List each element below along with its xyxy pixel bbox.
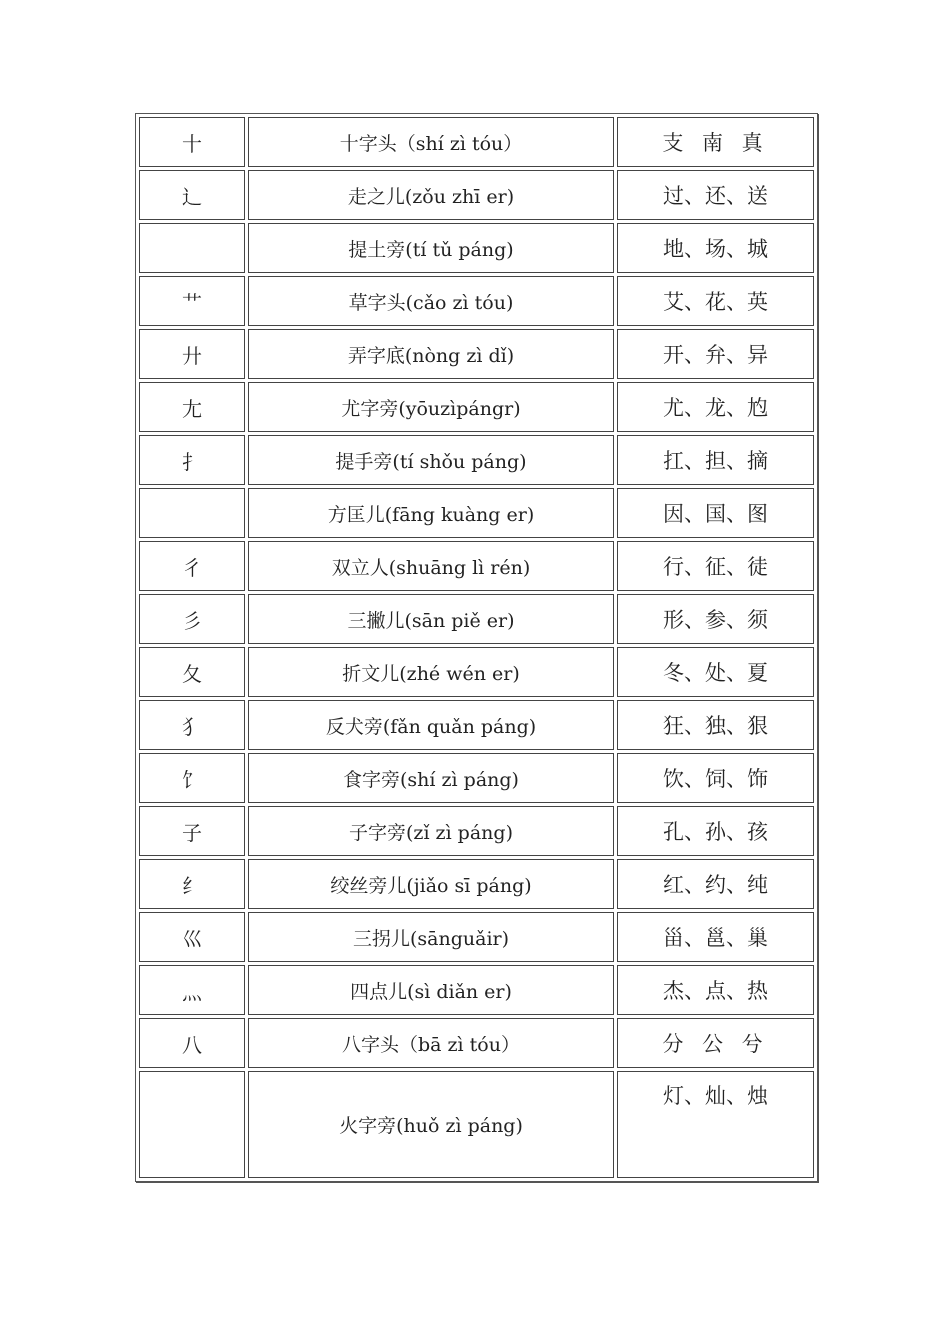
example-characters-cell: 地、场、城	[617, 223, 814, 273]
radical-name-cell: 草字头(cǎo zì tóu)	[248, 276, 614, 326]
example-characters-cell: 狂、独、狠	[617, 700, 814, 750]
table-row	[139, 965, 814, 1015]
radical-name-cell: 方匡儿(fāng kuàng er)	[248, 488, 614, 538]
radical-name-cell: 火字旁(huǒ zì páng)	[248, 1071, 614, 1178]
radical-cell: 十	[139, 117, 245, 167]
example-characters-cell: 分 公 兮	[617, 1018, 814, 1068]
example-characters-cell: 开、弁、异	[617, 329, 814, 379]
example-characters-cell: 过、还、送	[617, 170, 814, 220]
radical-cell: 子	[139, 806, 245, 856]
radical-cell: 夂	[139, 647, 245, 697]
example-characters-cell: 红、约、纯	[617, 859, 814, 909]
radical-name-cell: 十字头（shí zì tóu）	[248, 117, 614, 167]
table-row	[139, 329, 814, 379]
example-characters-cell: 孔、孙、孩	[617, 806, 814, 856]
radical-name-cell: 弄字底(nòng zì dǐ)	[248, 329, 614, 379]
table-row	[139, 1018, 814, 1068]
table-row	[139, 276, 814, 326]
radical-name-cell: 四点儿(sì diǎn er)	[248, 965, 614, 1015]
radical-cell: 廾	[139, 329, 245, 379]
radical-table	[135, 113, 818, 1182]
table-row	[139, 806, 814, 856]
table-row	[139, 382, 814, 432]
radical-name-cell: 反犬旁(fǎn quǎn páng)	[248, 700, 614, 750]
table-row	[139, 1071, 814, 1178]
radical-name-cell: 食字旁(shí zì páng)	[248, 753, 614, 803]
radical-cell: 辶	[139, 170, 245, 220]
radical-name-cell: 八字头（bā zì tóu）	[248, 1018, 614, 1068]
radical-name-cell: 双立人(shuāng lì rén)	[248, 541, 614, 591]
radical-cell	[139, 223, 245, 273]
table-row	[139, 488, 814, 538]
radical-cell: 彳	[139, 541, 245, 591]
radical-cell: 巛	[139, 912, 245, 962]
example-characters-cell: 饮、饲、饰	[617, 753, 814, 803]
radical-cell	[139, 1071, 245, 1178]
example-characters-cell: 灯、灿、烛	[617, 1071, 814, 1178]
table-row	[139, 753, 814, 803]
table-row	[139, 912, 814, 962]
radical-cell: 艹	[139, 276, 245, 326]
radical-name-cell: 折文儿(zhé wén er)	[248, 647, 614, 697]
radical-name-cell: 提手旁(tí shǒu páng)	[248, 435, 614, 485]
table-row	[139, 117, 814, 167]
radical-name-cell: 三撇儿(sān piě er)	[248, 594, 614, 644]
radical-name-cell: 尤字旁(yōuzìpángr)	[248, 382, 614, 432]
table-row	[139, 541, 814, 591]
table-row	[139, 594, 814, 644]
radical-cell: 饣	[139, 753, 245, 803]
example-characters-cell: 行、征、徒	[617, 541, 814, 591]
table-row	[139, 223, 814, 273]
table-row	[139, 170, 814, 220]
radical-name-cell: 绞丝旁儿(jiǎo sī páng)	[248, 859, 614, 909]
example-characters-cell: 因、国、图	[617, 488, 814, 538]
example-characters-cell: 支 南 真	[617, 117, 814, 167]
radical-cell: 八	[139, 1018, 245, 1068]
example-characters-cell: 杰、点、热	[617, 965, 814, 1015]
table-row	[139, 435, 814, 485]
radical-cell: 犭	[139, 700, 245, 750]
example-characters-cell: 扛、担、摘	[617, 435, 814, 485]
example-characters-cell: 形、参、须	[617, 594, 814, 644]
example-characters-cell: 冬、处、夏	[617, 647, 814, 697]
radical-cell: 纟	[139, 859, 245, 909]
radical-cell: 尢	[139, 382, 245, 432]
radical-cell	[139, 488, 245, 538]
radical-name-cell: 提土旁(tí tǔ páng)	[248, 223, 614, 273]
example-characters-cell: 甾、邕、巢	[617, 912, 814, 962]
example-characters-cell: 艾、花、英	[617, 276, 814, 326]
table-row	[139, 700, 814, 750]
radical-cell: 灬	[139, 965, 245, 1015]
radical-name-cell: 子字旁(zǐ zì páng)	[248, 806, 614, 856]
table-row	[139, 647, 814, 697]
radical-name-cell: 三拐儿(sānguǎir)	[248, 912, 614, 962]
radical-cell: 彡	[139, 594, 245, 644]
table-row	[139, 859, 814, 909]
radical-cell: 扌	[139, 435, 245, 485]
radical-name-cell: 走之儿(zǒu zhī er)	[248, 170, 614, 220]
example-characters-cell: 尤、龙、尥	[617, 382, 814, 432]
